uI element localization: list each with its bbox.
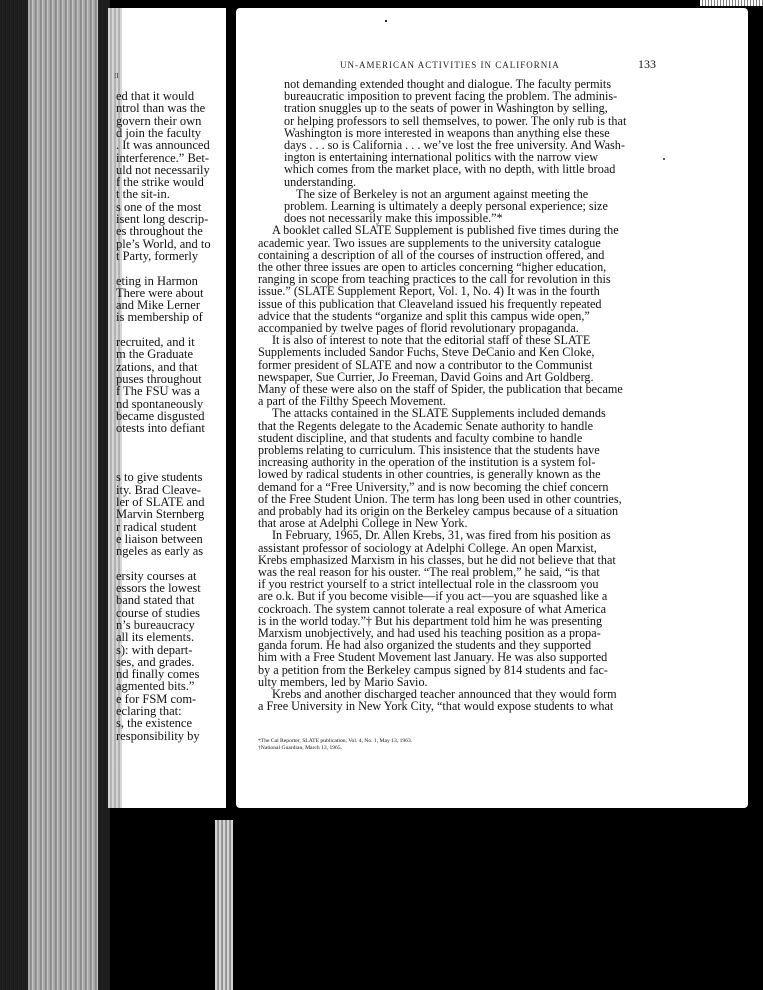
body-text-line: academic year. Two issues are supplements to the university catalogue	[258, 235, 601, 250]
body-text-line: accompanied by twelve pages of florid revolutionary propaganda.	[258, 321, 579, 335]
footnote: †National Guardian, March 13, 1965.	[258, 745, 343, 751]
left-page-line: nd spontaneously	[116, 396, 204, 411]
left-page-line: ntrol than was the	[116, 101, 206, 116]
left-page-line: r radical student	[116, 519, 197, 534]
body-text-line: by a petition from the Berkeley campus signed by 814 students and fac-	[258, 662, 608, 677]
body-text-line: Supplements included Sandor Fuchs, Steve DeCanio and Ken Cloke,	[258, 345, 595, 360]
left-page-line: eting in Harmon	[116, 273, 198, 288]
left-page-line: ersity courses at	[116, 568, 197, 583]
body-text-line: It is also of interest to note that the editorial staff of these SLATE	[272, 333, 591, 348]
left-page-line: ed that it would	[116, 89, 195, 103]
left-page-line: course of studies	[116, 605, 201, 620]
left-page-line: f the strike would	[116, 175, 204, 190]
body-text-line: which comes from the market place, with no depth, with little broad	[284, 162, 616, 177]
body-text-line: is in the world today.”† But his department told him he was presenting	[258, 613, 603, 628]
left-page-line: responsibility by	[116, 728, 200, 743]
left-page-line: Marvin Sternberg	[116, 507, 205, 522]
left-page-line: band stated that	[116, 593, 195, 608]
running-head: UN-AMERICAN ACTIVITIES IN CALIFORNIA	[340, 60, 560, 70]
body-text-line: tration snuggles up to the seats of power in Washington by selling,	[284, 101, 608, 116]
left-page-line: nd finally comes	[116, 667, 200, 682]
left-page-line: essors the lowest	[116, 581, 201, 595]
body-text-line: if you restrict yourself to a strict intellectual role in the classroom you	[258, 577, 599, 592]
left-page-line: ler of SLATE and	[116, 494, 205, 509]
body-text-line: are o.k. But if you become visible—if you act—you are squashed like a	[258, 589, 608, 604]
left-page-mark: II	[114, 72, 119, 80]
body-text-line: days . . . so is California . . . we’ve lost the free university. And Wash-	[284, 138, 625, 152]
body-text-line: advice that the students “organize and split this campus wide open,”	[258, 308, 590, 323]
scan-edge-mark	[700, 0, 763, 6]
body-text-line: former president of SLATE and now a contributor to the Communist	[258, 357, 593, 372]
left-page-line: There were about	[116, 285, 204, 300]
body-text-line: does not necessarily make this impossible.”*	[284, 211, 503, 226]
body-text-line: issue.” (SLATE Supplement Report, Vol. 1, No. 4) It was in the fourth	[258, 284, 600, 299]
left-page-line: ple’s World, and to	[116, 236, 211, 251]
body-text-line: problems relating to curriculum. This insistence that the students have	[258, 443, 600, 457]
left-page-line: s, the existence	[116, 716, 193, 731]
body-text-line: A booklet called SLATE Supplement is published five times during the	[272, 223, 619, 238]
speck	[663, 158, 665, 160]
left-page-line: isent long descrip-	[116, 212, 209, 226]
left-page-line: e liaison between	[116, 531, 203, 546]
body-text-line: Krebs and another discharged teacher announced that they would form	[272, 687, 617, 701]
page-number: 133	[638, 57, 656, 71]
page-edge-strip	[215, 820, 233, 990]
left-page-line: eclaring that:	[116, 704, 182, 718]
body-text-line: and probably had its origin on the Berkeley campus because of a situation	[258, 504, 619, 518]
body-text-line: was the real reason for his ouster. “The real problem,” he said, “is that	[258, 565, 600, 579]
left-page-line: ngeles as early as	[116, 544, 204, 559]
body-text-line: lowed by radical students in other countries, is generally known as the	[258, 467, 601, 482]
left-page-line: interference.” Bet-	[116, 150, 209, 165]
body-text-line: cockroach. The system cannot tolerate a real exposure of what America	[258, 601, 606, 616]
body-text-line: Krebs emphasized Marxism in his classes, but he did not believe that that	[258, 552, 616, 567]
body-text-line: ganda forum. He had also organized the students and they supported	[258, 638, 592, 653]
left-page-line: uld not necessarily	[116, 162, 210, 177]
body-text-line: In February, 1965, Dr. Allen Krebs, 31, was fired from his position as	[272, 528, 611, 543]
body-text-line: newspaper, Sue Currier, Jo Freeman, David Goins and Art Goldberg.	[258, 369, 594, 384]
scanner-gutter-highlight	[28, 0, 98, 990]
body-text-line: ranging in scope from teaching practices to the call for revolution in this	[258, 272, 611, 287]
body-text-line: containing a description of all of the courses of instruction offered, and	[258, 247, 605, 262]
left-page-line: and Mike Lerner	[116, 298, 200, 313]
body-text-line: that the Regents delegate to the Academic Senate authority to handle	[258, 418, 594, 433]
left-page-line: n’s bureaucracy	[116, 617, 195, 632]
left-page-line: es throughout the	[116, 224, 203, 239]
body-text-line: understanding.	[284, 174, 357, 189]
body-text-line: bureaucratic imposition to prevent facing the problem. The adminis-	[284, 89, 618, 104]
body-text-line: of the Free Student Union. The term has long been used in other countries,	[258, 491, 622, 506]
left-page-line: puses throughout	[116, 371, 202, 386]
speck	[385, 20, 387, 22]
body-text-line: a part of the Filthy Speech Movement.	[258, 394, 446, 409]
body-text-line: ington is entertaining international politics with the narrow view	[284, 150, 599, 165]
left-page-line: all its elements.	[116, 630, 195, 645]
left-page-line: d join the faculty	[116, 125, 202, 140]
body-text-line: problem. Learning is ultimately a deeply personal experience; size	[284, 199, 608, 213]
body-text-line: The attacks contained in the SLATE Supplements included demands	[272, 406, 606, 421]
left-page-line: s to give students	[116, 470, 203, 485]
left-page-line: t Party, formerly	[116, 248, 199, 263]
left-page-line: agmented bits.”	[116, 679, 195, 694]
left-page-line: t the sit-in.	[116, 187, 170, 202]
body-text-line: demand for a “Free University,” and is now becoming the chief concern	[258, 479, 609, 494]
body-text-line: a Free University in New York City, “that would expose students to what	[258, 699, 614, 714]
body-text-line: Many of these were also on the staff of Spider, the publication that became	[258, 382, 623, 396]
body-text-line: student discipline, and that students and faculty combine to handle	[258, 430, 583, 445]
left-page-line: zations, and that	[116, 359, 198, 374]
left-page-line: ses, and grades.	[116, 654, 195, 669]
body-text-line: not demanding extended thought and dialogue. The faculty permits	[284, 77, 612, 91]
body-text-line: ulty members, led by Mario Savio.	[258, 674, 428, 689]
left-page-line: f The FSU was a	[116, 384, 200, 399]
left-page-line: m the Graduate	[116, 347, 194, 362]
left-page-line: . It was announced	[116, 138, 210, 153]
body-text-line: Washington is more interested in weapons than anything else these	[284, 125, 610, 140]
body-text-line: that arose at Adelphi College in New York.	[258, 516, 468, 531]
body-text-line: Marxism unobjectively, and had used his teaching position as a propa-	[258, 626, 601, 640]
body-text-line: the other three issues are open to articles concerning “higher education,	[258, 260, 607, 274]
footnote: *The Cal Reporter, SLATE publication, Vol. 4, No. 1, May 13, 1963.	[258, 738, 413, 744]
body-text-line: or helping professors to sell themselves, to power. The only rub is that	[284, 113, 627, 128]
left-page-line: recruited, and it	[116, 335, 195, 349]
left-page-line: ity. Brad Cleave-	[116, 482, 201, 497]
left-page-line: govern their own	[116, 113, 202, 128]
left-page-line: s): with depart-	[116, 642, 193, 657]
left-page-line: s one of the most	[116, 199, 202, 214]
left-page-line: is membership of	[116, 310, 203, 325]
body-text-line: him with a Free Student Movement last January. He was also supported	[258, 650, 608, 665]
left-page-line: became disgusted	[116, 408, 205, 423]
left-page	[108, 8, 226, 808]
body-text-line: assistant professor of sociology at Adelphi College. An open Marxist,	[258, 540, 597, 555]
body-text-line: The size of Berkeley is not an argument against meeting the	[296, 186, 589, 201]
body-text-line: issue of this publication that Cleaveland issued his frequently repeated	[258, 296, 602, 311]
left-page-line: otests into defiant	[116, 421, 205, 436]
body-text-line: increasing authority in the operation of the institution is a system fol-	[258, 455, 596, 470]
left-page-line: e for FSM com-	[116, 691, 197, 706]
